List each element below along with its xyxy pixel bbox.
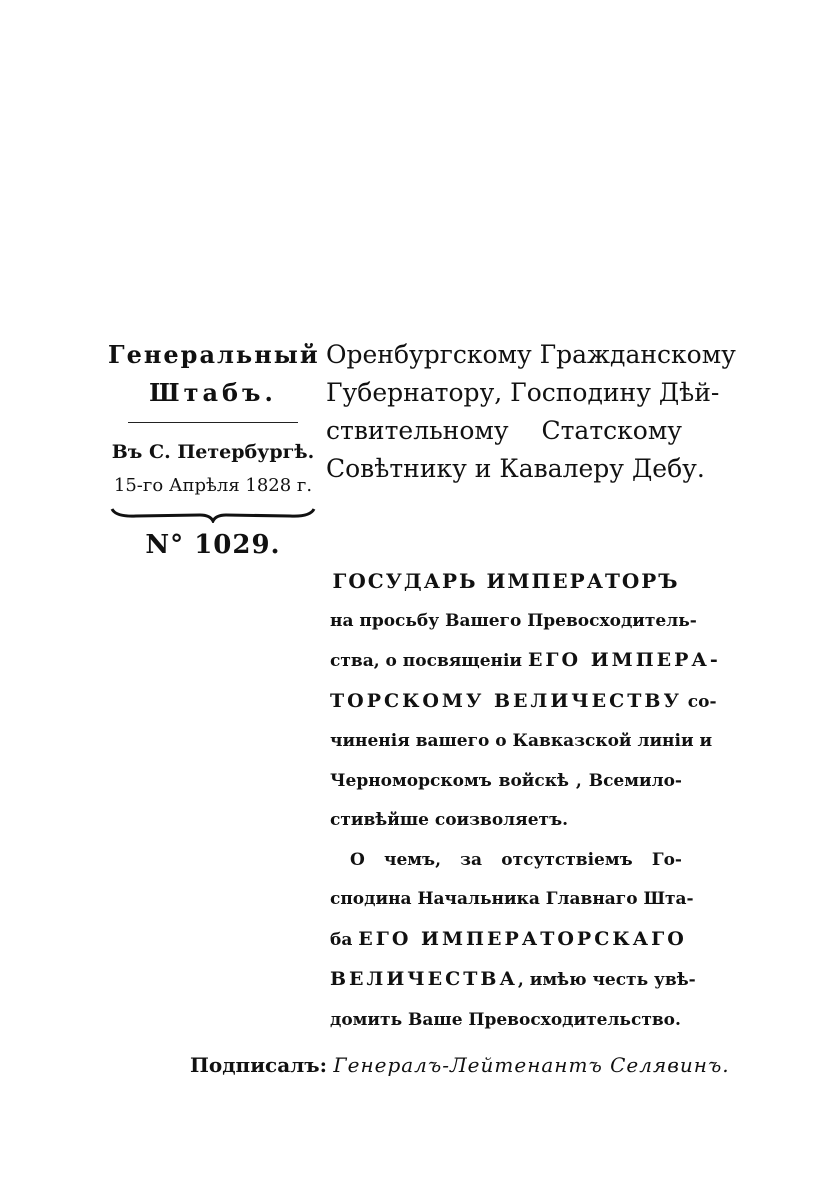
- ornament-divider: [110, 507, 316, 523]
- place-line: Въ С. Петербургѣ.: [111, 441, 315, 463]
- signature-label: Подписалъ:: [190, 1053, 327, 1077]
- sender-block: [108, 336, 318, 565]
- body-caps: ЕГО ИМПЕРА-: [527, 649, 721, 671]
- body-line: домить Ваше Превосходительство.: [330, 1009, 681, 1030]
- body-text: со-: [681, 691, 717, 712]
- department-name: Генеральный: [108, 340, 320, 369]
- body-line: сподина Начальника Главнаго Шта-: [330, 889, 694, 909]
- signature-line: [190, 1050, 730, 1080]
- department-sub: Штабъ.: [149, 378, 277, 407]
- addressee-line: Оренбургскому Гражданскому: [326, 340, 736, 369]
- body-line: [330, 682, 717, 723]
- addressee-line: Совѣтнику и Кавалеру Дебу.: [326, 454, 705, 483]
- body-line: [330, 920, 687, 961]
- body-caps: ЕГО ИМПЕРАТОРСКАГО: [358, 927, 687, 950]
- body-line: О чемъ, за отсутствіемъ Го-: [350, 849, 682, 870]
- body-caps: ТОРСКОМУ ВЕЛИЧЕСТВУ: [330, 689, 682, 712]
- body-line: стивѣйше соизволяетъ.: [330, 810, 569, 830]
- letter-body: [330, 562, 721, 1040]
- addressee-block: [326, 336, 736, 488]
- addressee-line: ствительному Статскому: [326, 416, 682, 445]
- body-text: ства, о посвященіи: [330, 651, 528, 671]
- addressee-line: Губернатору, Господину Дѣй-: [326, 378, 720, 407]
- body-line: [330, 960, 696, 1001]
- body-heading: ГОСУДАРЬ ИМПЕРАТОРЪ: [332, 569, 680, 593]
- body-caps: ВЕЛИЧЕСТВА: [330, 968, 518, 990]
- body-text: , имѣю честь увѣ-: [517, 970, 696, 990]
- date-line: 15-го Апрѣля 1828 г.: [113, 475, 313, 496]
- body-line: на просьбу Вашего Превосходитель-: [330, 610, 697, 631]
- signature-name: Генералъ-Лейтенантъ Селявинъ.: [333, 1053, 730, 1077]
- body-line: Черноморскомъ войскѣ , Всемило-: [330, 770, 682, 791]
- body-line: [330, 641, 721, 682]
- divider-line: [128, 422, 298, 423]
- body-line: чиненія вашего о Кавказской линіи и: [330, 731, 713, 751]
- body-text: ба: [330, 929, 359, 950]
- document-number: N° 1029.: [145, 530, 281, 560]
